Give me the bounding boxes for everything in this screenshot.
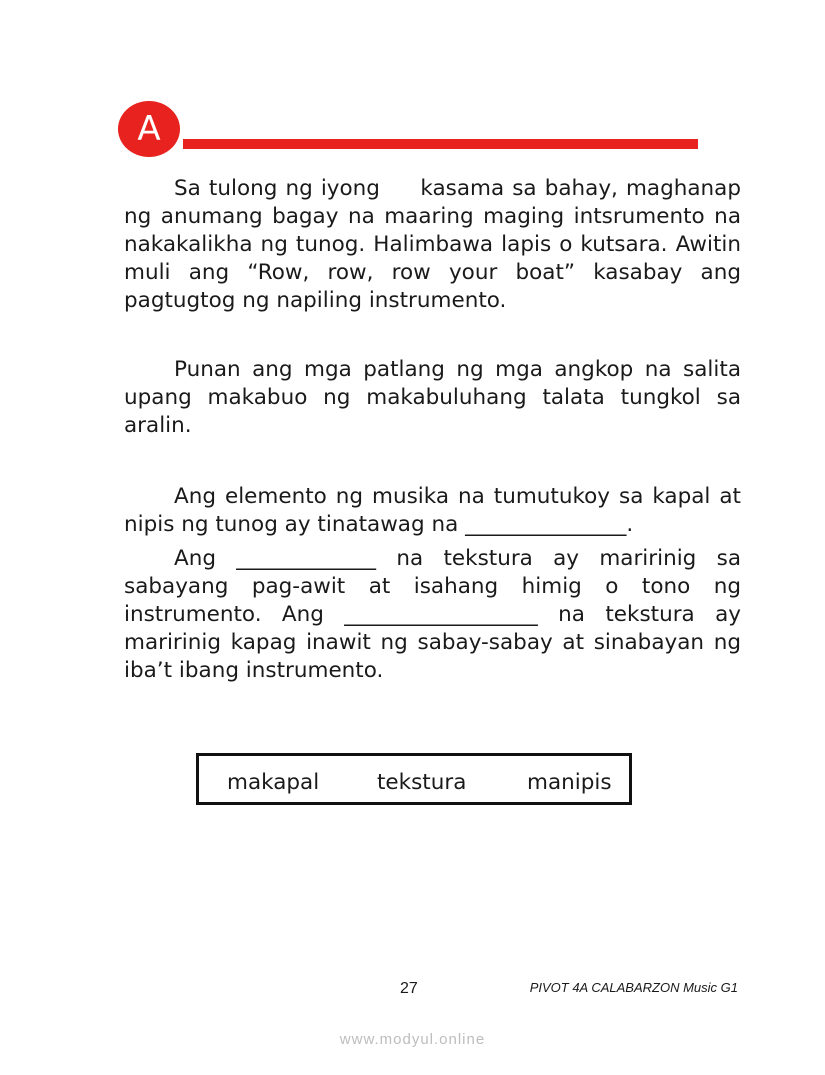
- word-bank-box: [196, 753, 632, 805]
- answer-blank-2[interactable]: __________________: [344, 602, 538, 627]
- exercise-text-1: Ang elemento ng musika na tumutukoy sa kapal at nipis ng tunog ay tinatawag na _______________.: [124, 484, 741, 537]
- section-letter-badge: A: [118, 101, 180, 157]
- exercise-text-2c: na tekstura ay maririnig kapag inawit ng sabay-sabay at sinabayan ng iba’t ibang instrumento.: [124, 602, 741, 683]
- exercise-text-2a: Ang: [174, 546, 216, 571]
- watermark: www.modyul.online: [339, 1031, 486, 1048]
- exercise-paragraph-2: [124, 545, 741, 685]
- word-bank-item: tekstura: [377, 770, 467, 795]
- exercise-text-2b: na tekstura ay maririnig sa sabayang pag-awit at isahang himig o tono ng instrumento. Ang: [124, 546, 741, 627]
- instruction-text: Sa tulong ng iyong kasama sa bahay, maghanap ng anumang bagay na maaring maging intsrumento na nakakalikha ng tunog. Halimbawa lapis o kutsara. Awitin muli ang “Row, row, row your boat” kasabay ang pagtugtog ng napiling instrumento.: [124, 176, 748, 313]
- footer-title: PIVOT 4A CALABARZON Music G1: [529, 980, 738, 995]
- word-bank-item: manipis: [527, 770, 612, 795]
- answer-blank-1[interactable]: _____________: [236, 546, 377, 571]
- exercise-paragraph-1: [124, 483, 741, 539]
- page-number: 27: [400, 980, 418, 997]
- instruction-paragraph: [124, 175, 748, 315]
- fill-in-instruction-text: Punan ang mga patlang ng mga angkop na salita upang makabuo ng makabuluhang talata tungkol sa aralin.: [124, 357, 741, 438]
- fill-in-instruction-paragraph: [124, 356, 741, 440]
- word-bank-item: makapal: [227, 770, 320, 795]
- section-header-bar: [183, 139, 698, 149]
